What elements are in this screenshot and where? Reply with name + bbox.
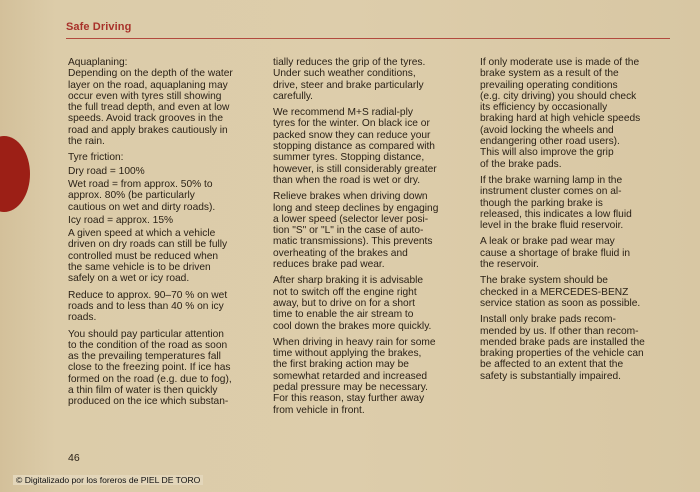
paragraph: Reduce to approx. 90–70 % on wet roads and to less than 40 % on icy roads.	[68, 289, 228, 324]
page-number: 46	[68, 452, 80, 464]
header-divider	[66, 38, 670, 39]
section-title: Safe Driving	[66, 21, 132, 33]
paragraph: If the brake warning lamp in the instrument cluster comes on al- though the parking brake is released, this indicates a low fluid level in the brake fluid reservoir.	[480, 174, 632, 232]
paragraph: You should pay particular attention to the condition of the road as soon as the prevailing temperatures fall close to the freezing point. If ice has formed on the road (e.g. due to fog), a thin film of water is then quickly produced on the ice which substan-	[68, 328, 232, 408]
paragraph: When driving in heavy rain for some time without applying the brakes, the first braking action may be somewhat retarded and increased pedal pressure may be necessary. For this reason, stay further away from vehicle in front.	[273, 336, 436, 416]
paragraph: After sharp braking it is advisable not to switch off the engine right away, but to drive on for a short time to enable the air stream to cool down the brakes more quickly.	[273, 275, 432, 332]
copyright-notice: © Digitalizado por los foreros de PIEL DE TORO	[13, 475, 203, 485]
paragraph: A given speed at which a vehicle driven on dry roads can still be fully controlled must be reduced when the same vehicle is to be driven safely on a wet or icy road.	[68, 228, 228, 285]
paragraph: Install only brake pads recom- mended by us. If other than recom- mended brake pads are installed the braking properties of the vehicle can be affected to an extent that the safety is substantially impaired.	[480, 314, 645, 382]
paragraph: Dry road = 100%	[68, 165, 145, 177]
paragraph: The brake system should be checked in a MERCEDES-BENZ service station as soon as possible.	[480, 275, 641, 309]
paragraph: Icy road = approx. 15%	[68, 214, 174, 226]
paragraph: Tyre friction:	[68, 152, 124, 164]
paragraph: If only moderate use is made of the brake system as a result of the prevailing operating conditions (e.g. city driving) you should check its efficiency by occasionally braking hard at high vehicle speeds (avoid locking the wheels and endangering other road users). This will also improve the grip of the brake pads.	[480, 57, 641, 170]
paragraph: A leak or brake pad wear may cause a shortage of brake fluid in the reservoir.	[480, 236, 631, 271]
paragraph: We recommend M+S radial-ply tyres for the winter. On black ice or packed snow they can reduce your stopping distance as compared with summer tyres. Stopping distance, however, is still considerably greater than when the road is wet or dry.	[273, 107, 437, 186]
text-column-1	[68, 57, 264, 413]
text-column-3	[480, 57, 672, 387]
paragraph: Relieve brakes when driving down long and steep declines by engaging a lower speed (selector lever posi- tion "S" or "L" in the case of auto- matic transmissions). This prevents overheating of the brakes and reduces brake pad wear.	[273, 191, 439, 271]
paragraph: Wet road = from approx. 50% to approx. 80% (be particularly cautious on wet and dirty roads).	[68, 178, 216, 213]
text-column-2	[273, 57, 469, 421]
paragraph: Aquaplaning: Depending on the depth of the water layer on the road, aquaplaning may occur even with tyres still showing the full tread depth, and even at low speeds. Avoid track grooves in the road and apply brakes cautiously in the rain.	[68, 57, 233, 148]
paragraph: tially reduces the grip of the tyres. Under such weather conditions, drive, steer and brake particularly carefully.	[273, 57, 426, 102]
thumb-index-tab	[0, 136, 30, 212]
